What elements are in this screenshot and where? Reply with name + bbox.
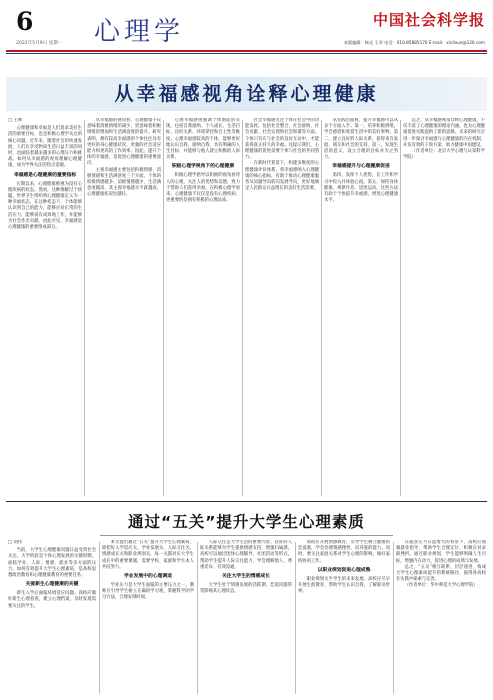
title-underline — [100, 535, 393, 536]
article2-col-3 — [200, 540, 292, 696]
paragraph: 学业压力是大学生面临的主要压力之一。教师应引导学生树立正确的学习观，掌握科学的学习方法，合理安排时间。 — [102, 583, 194, 601]
subheading: 以职业规划促进心理成熟 — [317, 567, 371, 573]
article1-col-1 — [8, 118, 82, 498]
paragraph: 人际交往是大学生活的重要内容。良好的人际关系能够为学生提供情感支持，增强归属感。高校可以通过团体心理辅导、社团活动等形式，帮助学生提升人际交往能力，学会理解他人、尊重差异、有效沟通。 — [200, 540, 292, 570]
paragraph: 总之，“五关”相互联系、层层递进，构成大学生心理素质提升的系统路径，值得各高校在实践中探索与完善。 — [396, 564, 486, 583]
paragraph: 主观幸福感主要包括积极情感、消极情感和生活满意度三个方面。个体的积极情感越多、消极情感越少、生活满意度越高，其主观幸福感水平就越高，心理健康状况也越好。 — [87, 167, 161, 198]
article1-title: 从幸福感视角诠释心理健康 — [114, 83, 379, 105]
article2-col-1 — [8, 540, 96, 696]
paragraph: 新生入学后面临环境适应问题。高校应做好新生心理普查，建立心理档案，及时发现需要关注的学生。 — [8, 591, 96, 609]
column-divider — [295, 542, 296, 694]
paragraph: 从实践层面看，提升幸福感可以从多个方面入手。第一，培养积极情绪，学会感恩和欣赏生活中的美好事物。第二，建立良好的人际关系，获得来自家庭、朋友和社会的支持。第三，发现生活的意义，设立合理的目标并为之努力。 — [324, 118, 398, 161]
paragraph: 第四，发挥个人优势，在工作和学习中投入并体验心流。第五，保持身体健康，规律作息、适度运动。这些方法有助于个体提升幸福感，增进心理健康水平。 — [324, 173, 398, 204]
article1-col-6 — [403, 118, 485, 498]
paragraph: 长期以来，心理健康被视为没有心理疾病的状态。然而，这种理解过于狭隘。世界卫生组织将心理健康定义为一种幸福状态，在这种状态下，个体能够认识到自己的能力，能够应对正常的生活压力，能够富有成效地工作，并能够为社会作出贡献。由此可见，幸福感是心理健康的重要组成部分。 — [8, 181, 82, 231]
paragraph: 职业规划关乎学生的未来发展。高校应尽早开展生涯教育，帮助学生认识自我、了解职业世界。 — [298, 576, 390, 595]
paragraph: 心理健康和幸福是人们追求美好生活的重要目标，也是积极心理学关注的核心问题。近年来，随着社会的快速发展，人们在享受物质生活日益丰富的同时，也面临着越来越多的心理压力和挑战。如何从幸福感的视角理解心理健康，成为学界关注的热点话题。 — [8, 126, 82, 169]
article1-byline: □ 王帅 — [8, 118, 23, 123]
paragraph: （作者单位：华中师范大学心理学院） — [404, 583, 478, 589]
paragraph: 心理幸福感则强调个体潜能的实现，包括自我接纳、个人成长、生活目标、良好关系、环境掌控和自主性等维度。心理幸福感较高的个体，能够更好地认识自我、接纳自我，具有明确的人生目标，并能够与他人建立积极的人际关系。 — [166, 118, 240, 161]
column-divider — [321, 120, 322, 496]
subheading: 幸福感是心理健康的重要指标 — [13, 172, 77, 178]
column-divider — [163, 120, 164, 496]
subheading: 关注大学生的情感成长 — [222, 574, 270, 580]
article1-col-5 — [324, 118, 398, 498]
article1-col-2 — [87, 118, 161, 498]
article1-col-4 — [245, 118, 319, 498]
article2-col-5 — [396, 540, 486, 696]
paper-name: 中国社会科学报 — [372, 11, 485, 29]
column-divider — [84, 120, 85, 496]
article1-col-3 — [166, 118, 240, 498]
date-line: 2022年5月9日 星期一 — [16, 41, 63, 46]
article2-title: 通过“五关”提升大学生心理素质 — [128, 513, 365, 531]
paragraph: 积极心理学倡导以积极的视角看待人的心理，关注人的优势和美德，致力于帮助人们获得幸福。在积极心理学看来，心理健康不仅仅是没有心理疾病，更重要的是拥有积极的心理品质。 — [166, 173, 240, 204]
paragraph: 本文提出通过“五关”提升大学生心理素质，即把好入学适应关、学业发展关、人际交往关、情感成长关和职业规划关。每一关都对应大学生成长中的重要课题，需要学校、家庭和学生本人共同努力。 — [102, 540, 194, 570]
paragraph: 大学生处于情感发展的活跃期，恋爱问题常常影响其心理状态。 — [200, 583, 292, 595]
column-divider — [99, 542, 100, 694]
subheading: 幸福感提升与心理健康促进 — [332, 164, 390, 170]
headline-banner — [6, 73, 487, 115]
masthead — [6, 4, 487, 50]
paragraph: 当前，大学生心理健康问题日益受到社会关注。大学阶段是个体心理发展的关键时期，面临学业、人际、情感、就业等多方面的压力。如何有效提升大学生心理素质，是高校思想政治教育和心理健康教育的重要任务。 — [8, 548, 96, 579]
paragraph: 社会幸福感关注个体在社会中的功能发挥，包括社会整合、社会接纳、社会贡献、社会实现和社会和谐等方面。个体只有在与社会的良好互动中，才能获得真正持久的幸福。这提示我们，心理健康的促进需要个体与社会的共同努力。 — [245, 118, 319, 161]
paragraph: 高校应开展情感教育，引导学生树立健康的恋爱观，学会处理情感挫折，培养爱的能力。同时，要关注家庭关系对学生心理的影响，做好家校协同工作。 — [298, 540, 390, 564]
subheading: 学业发展中的心理调适 — [124, 574, 172, 580]
subheading: 关爱新生心理健康的关键 — [25, 582, 79, 588]
editor-line: 本版编辑：杨光 王翠 电话：010-85885170 E-mail：xinlixue@126.com — [343, 40, 485, 45]
article-separator — [6, 501, 487, 502]
page-number: 6 — [16, 7, 34, 36]
article2-col-2 — [102, 540, 194, 696]
paragraph: 总之，从幸福感视角诠释心理健康，不仅丰富了心理健康的理论内涵，也为心理健康促进实践提供了新的思路。未来的研究应进一步探讨幸福感与心理健康的内在机制，开发有效的干预方案，助力健康中国建设。 — [403, 118, 485, 148]
column-divider — [400, 120, 401, 496]
article2-col-4 — [298, 540, 390, 696]
paragraph: （作者单位：北京大学心理与认知科学学院） — [403, 149, 485, 161]
column-divider — [393, 542, 394, 694]
paragraph: 从幸福感的视角看，心理健康不仅意味着消极情绪的减少，更意味着积极情绪的增加和生活满意度的提升。研究表明，拥有较高幸福感的个体往往具有更好的身心健康状况，更强的社会适应能力和更高的工作效率。因此，提升个体的幸福感，是促进心理健康的重要途径。 — [87, 118, 161, 167]
section-title: 心理学 — [94, 17, 185, 47]
masthead-rule — [6, 50, 487, 52]
masthead-rule-thin — [6, 53, 487, 54]
article2-byline: □ 刘伟 — [8, 540, 23, 545]
paragraph: 在就业压力日益增大的背景下，高校应加强就业指导，帮助学生合理定位、积极应对求职挫折。通过职业规划，学生能够明确人生目标，增强内在动力，促进心理的成熟与发展。 — [396, 540, 486, 564]
column-divider — [197, 542, 198, 694]
subheading: 积极心理学视角下的心理健康 — [171, 164, 235, 170]
paragraph: 在新时代背景下，构建多维度的心理健康评价体系，将幸福感纳入心理健康的核心指标，有助于推动心理健康服务从问题导向转向发展导向，更好地满足人民群众日益增长的美好生活需要。 — [245, 161, 319, 192]
column-divider — [242, 120, 243, 496]
